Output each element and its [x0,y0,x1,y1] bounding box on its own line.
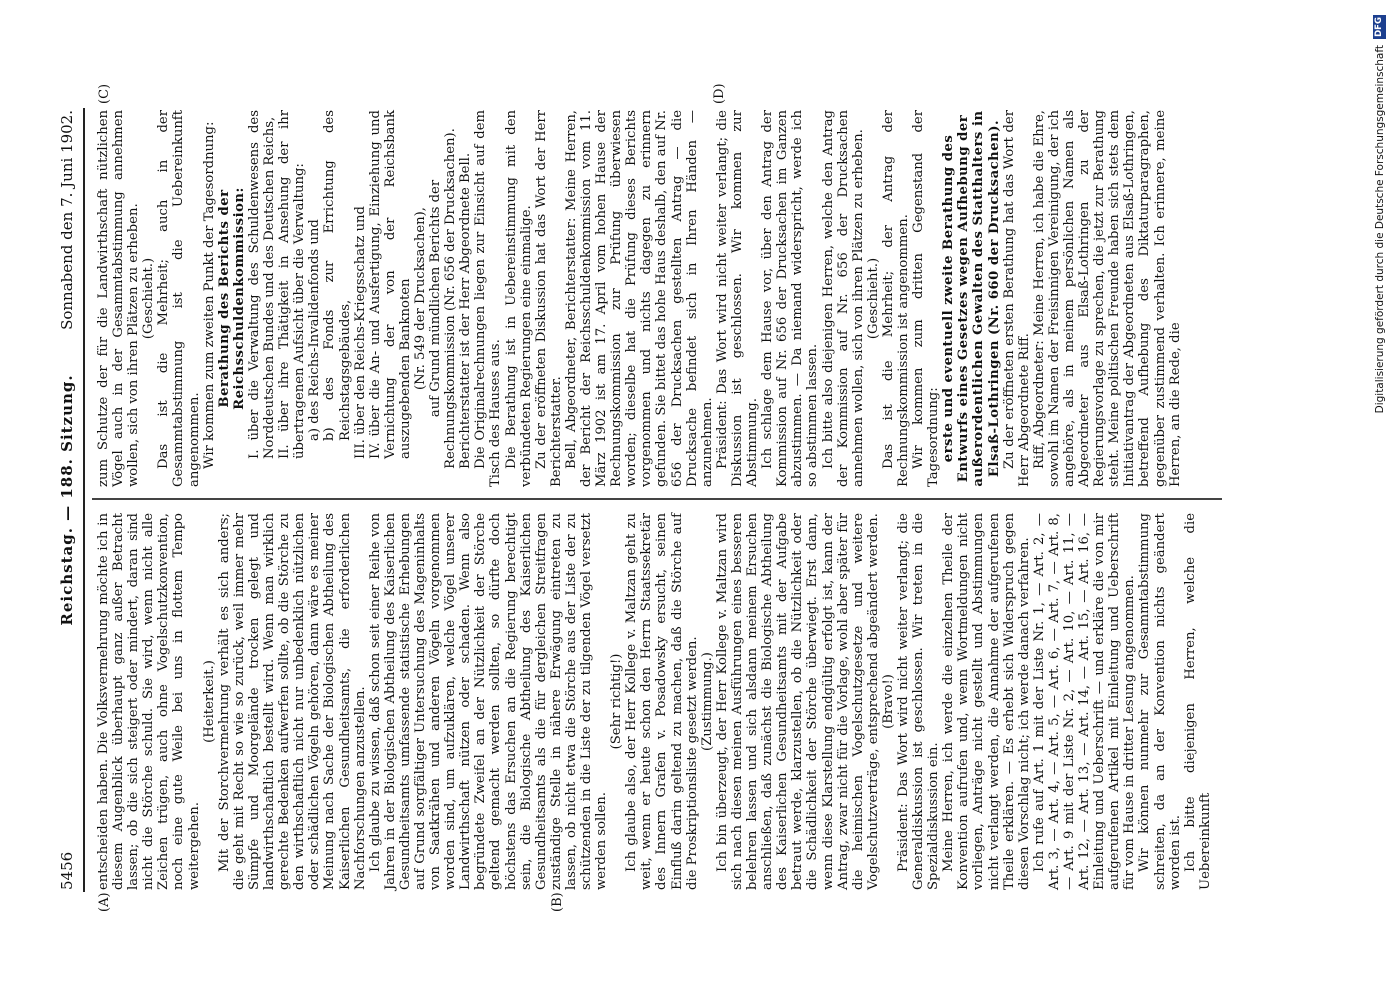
paragraph: Ich schlage dem Hause vor, über den Antrag der Kommission auf Nr. 656 der Drucksachen im Ganzen abzustimmen. — Da niemand widerspricht, werde ich so abstimmen lassen. [760,110,821,487]
page-header [55,110,79,890]
interjection: (Zustimmung.) [699,652,715,751]
interjection: (Sehr richtig!) [609,653,625,750]
paragraph: Präsident: Das Wort wird nicht weiter verlangt; die Diskussion ist geschlossen. Wir kommen zur Abstimmung. [714,110,761,487]
right-column [96,110,1183,487]
session-date: Sonnabend den 7. Juni 1902. [58,110,76,330]
paragraph: Bell, Abgeordneter, Berichterstatter: Meine Herren, der Bericht der Reichsschuldenkommission vom 11. März 1902 ist am 17. April vom hohen Hause der Rechnungskommission zur Prüfung überwiesen worden; dieselbe hat die Prüfung dieses Berichts vorgenommen und nichts dagegen zu erinnern gefunden. Sie bittet das hohe Haus deshalb, den auf Nr. 656 der Drucksachen gestellten Antrag — die Drucksache befindet sich in Ihren Händen — anzunehmen. [563,110,715,487]
agenda-item: II. über ihre Thätigkeit in Ansehung der ihr übertragenen Aufsicht über die Verwaltung: [277,110,308,459]
paragraph: Ich bitte diejenigen Herren, welche die Uebereinkunft [1182,513,1213,890]
agenda-item: I. über die Verwaltung des Schuldenwesens des Norddeutschen Bundes und des Deutschen Reichs, [246,110,278,459]
margin-mark-b: (B) [550,892,565,912]
header-rule [83,108,85,892]
document-reference: (Nr. 549 der Drucksachen), [412,207,428,390]
paragraph: Wir kommen zum dritten Gegenstand der Tagesordnung: [911,110,942,487]
paragraph: Das ist die Mehrheit; der Antrag der Rechnungskommission ist angenommen. [880,110,911,487]
paragraph: Die Originalrechnungen liegen zur Einsicht auf dem Tisch des Hauses aus. [473,110,504,487]
paragraph: Wir können nunmehr zur Gesammtabstimmung schreiten, da an der Konvention nichts geändert worden ist. [1137,513,1183,890]
paragraph: Ich bin überzeugt, der Herr Kollege v. Maltzan wird sich nach diesen meinen Ausführungen eines besseren belehren lassen und sich alsdann meinem Ersuchen anschließen, daß zunächst die Biologische Abtheilung des Kaiserlichen Gesundheitsamts mit der Aufgabe betraut werde, klarzustellen, ob die Nützlichkeit oder die Schädlichkeit der Störche überwiegt. Erst dann, wenn diese Klarstellung endgültig erfolgt ist, kann der Antrag, zwar nicht für die Vorlage, wohl aber später für die heimischen Vogelschutzgesetze und weitere Vogelschutzverträge, entsprechend abgeändert werden. [714,513,881,890]
paragraph: Die Berathung ist in Uebereinstimmung mit den verbündeten Regierungen eine einmalige. [503,110,534,487]
paragraph: Riff, Abgeordneter: Meine Herren, ich habe die Ehre, sowohl im Namen der Freisinnigen Vereinigung, der ich angehöre, als in meinem persönlichen Namen als Abgeordneter aus Elsaß-Lothringen zu der Regierungsvorlage zu sprechen, die jetzt zur Berathung steht. Meine politischen Freunde haben sich stets dem Initiativantrag der Abgeordneten aus Elsaß-Lothringen, betreffend Aufhebung des Diktaturparagraphen, gegenüber zustimmend verhalten. Ich erinnere, meine Herren, an die Rede, die [1031,110,1183,487]
footer [1372,15,1388,985]
interjection: (Geschieht.) [865,257,881,340]
paragraph: Das ist die Mehrheit; auch in der Gesammtabstimmung ist die Uebereinkunft angenommen. [156,110,202,487]
agenda-item: IV. über die An- und Ausfertigung, Einziehung und Vernichtung der von der Reichsbank auszugebenden Banknoten [367,110,413,459]
paragraph: Präsident: Das Wort wird nicht weiter verlangt; die Generaldiskussion ist geschlossen. Wir treten in die Spezialdiskussion ein. [895,513,942,890]
agenda-heading: Berathung des Berichts der Reichsschuldenkommission: [216,187,247,410]
paragraph: Zu der eröffneten Diskussion hat das Wort der Herr Berichterstatter. [533,110,564,487]
column-separator [92,499,1222,501]
paragraph: Mit der Storchvermehrung verhält es sich anders; die geht mit Recht so wie so zurück, weil immer mehr Sümpfe und Moorgelände trocken gelegt und landwirthschaftlich bestellt wird. Wenn man wirklich gerechte Bedenken aufwerfen sollte, ob die Störche zu den wirthschaftlich nicht nur unbedenklich nützlichen oder schädlichen Vögeln gehören, dann wäre es meiner Meinung nach Sache der Biologischen Abtheilung des Kaiserlichen Gesundheitsamts, die erforderlichen Nachforschungen anzustellen. [216,513,368,890]
left-column [96,513,1213,890]
interjection: (Geschieht.) [141,257,157,340]
paragraph: Wir kommen zum zweiten Punkt der Tagesordnung: [201,121,217,469]
margin-mark-a: (A) [97,892,112,912]
paragraph: Ich glaube also, der Herr Kollege v. Maltzan geht zu weit, wenn er heute schon den Herrn Staatssekretär des Innern Grafen v. Posadowsky ersucht, seinen Einfluß darin geltend zu machen, daß die Störche auf die Proskriptionsliste gesetzt werden. [624,513,700,890]
paragraph: Berichterstatter ist der Herr Abgeordnete Bell. [458,152,474,469]
document-reference: auf Grund mündlichen Berichts der Rechnungskommission (Nr. 656 der Drucksachen). [428,128,459,469]
paragraph: entscheiden haben. Die Volksvermehrung möchte ich in diesem Augenblick überhaupt ganz außer Betracht lassen; ob die sich steigert oder mindert, daran sind nicht die Störche schuld. Sie wird, wenn nicht alle Zeichen trügen, auch ohne Vogelschutzkonvention, noch eine gute Weile bei uns in flottem Tempo weitergehen. [96,513,202,890]
dfg-logo-icon: DFG [1373,15,1386,39]
paragraph: Ich glaube zu wissen, daß schon seit einer Reihe von Jahren in der Biologischen Abtheilung des Kaiserlichen Gesundheitsamts umfassende statistische Erhebungen auf Grund sorgfältiger Untersuchung des Mageninhalts von Saatkrähen und anderen Vögeln vorgenommen worden sind, um aufzuklären, welche Vögel unserer Landwirthschaft nützen oder schaden. Wenn also begründete Zweifel an der Nützlichkeit der Störche geltend gemacht werden sollten, so dürfte doch höchstens das Ersuchen an die Regierung berechtigt sein, die Biologische Abtheilung des Kaiserlichen Gesundheitsamts als die für dergleichen Streitfragen zuständige Stelle in nähere Erwägung eintreten zu lassen, ob nicht etwa die Störche aus der Liste der zu schützenden in die Liste der zu tilgenden Vögel versetzt werden sollen. [367,513,610,890]
page-title: Reichstag. — 188. Sitzung. [58,374,76,626]
agenda-item: III. über den Reichs-Kriegsschatz und [352,206,368,459]
paragraph: Zu der eröffneten ersten Berathung hat das Wort der Herr Abgeordnete Riff. [1001,110,1032,487]
paragraph: Ich bitte also diejenigen Herren, welche den Antrag der Kommission auf Nr. 656 der Drucksachen annehmen wollen, sich von ihren Plätzen zu erheben. [820,110,866,487]
margin-mark-c: (C) [97,83,112,104]
page-number: 5456 [58,851,76,890]
agenda-heading: erste und eventuell zweite Berathung des Entwurfs eines Gesetzes wegen Aufhebung der außerordentlichen Gewalten des Statthalters in Elsaß-Lothringen (Nr. 660 der Drucksachen). [941,110,1002,487]
paragraph: Ich rufe auf Art. 1 mit der Liste Nr. 1, — Art. 2, — Art. 3, — Art. 4, — Art. 5, — Art. 6, — Art. 7, — Art. 8, — Art. 9 mit der Liste Nr. 2, — Art. 10, — Art. 11, — Art. 12, — Art. 13, — Art. 14, — Art. 15, — Art. 16, — Einleitung und Ueberschrift — und erkläre die von mir aufgerufenen Artikel mit Einleitung und Ueberschrift für vom Hause in dritter Lesung angenommen. [1031,513,1138,890]
paragraph: Meine Herren, ich werde die einzelnen Theile der Konvention aufrufen und, wenn Wortmeldungen nicht vorliegen, Anträge nicht gestellt und Abstimmungen nicht verlangt werden, die Annahme der aufgerufenen Theile erklären. — Es erhebt sich Widerspruch gegen diesen Vorschlag nicht; ich werde danach verfahren. [941,513,1032,890]
interjection: (Heiterkeit.) [201,660,217,743]
agenda-subitem: a) des Reichs-Invalidenfonds und [307,219,323,441]
margin-mark-d: (D) [712,83,727,104]
paragraph: zum Schutze der für die Landwirthschaft nützlichen Vögel auch in der Gesammtabstimmung annehmen wollen, sich von ihren Plätzen zu erheben. [96,110,142,487]
interjection: (Bravo!) [880,674,896,729]
funding-note: Digitalisierung gefördert durch die Deutsche Forschungsgemeinschaft [1374,45,1386,414]
agenda-subitem: b) des Fonds zur Errichtung des Reichstagsgebäudes, [322,110,353,441]
